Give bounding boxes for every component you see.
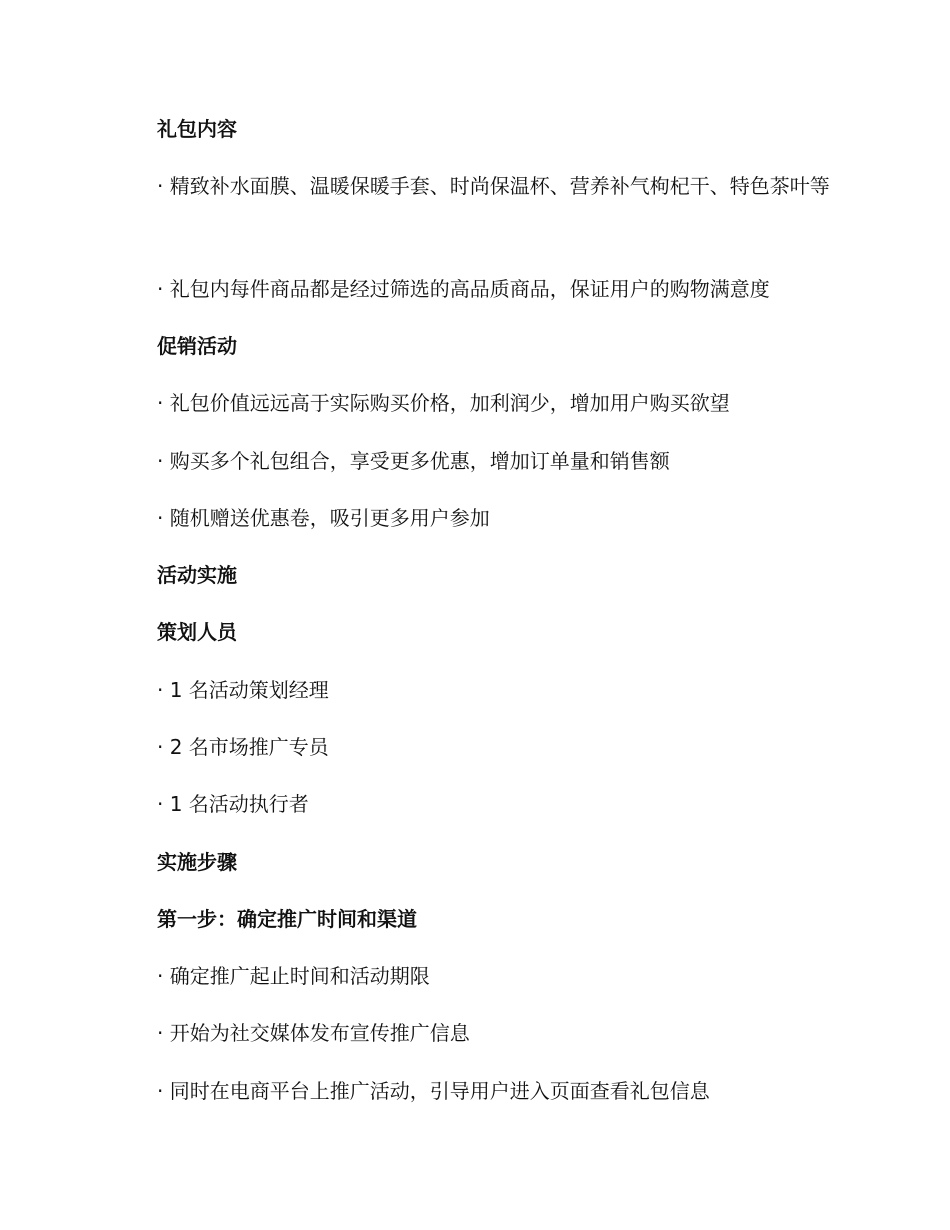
bullet-promotion-combo: · 购买多个礼包组合，享受更多优惠，增加订单量和销售额: [157, 449, 670, 473]
bullet-promotion-value: · 礼包价值远远高于实际购买价格，加利润少，增加用户购买欲望: [157, 391, 730, 415]
bullet-gift-quality: · 礼包内每件商品都是经过筛选的高品质商品，保证用户的购物满意度: [157, 277, 770, 301]
heading-planners: 策划人员: [157, 620, 237, 644]
heading-step-one: 第一步：确定推广时间和渠道: [157, 907, 417, 931]
bullet-gift-items: · 精致补水面膜、温暖保暖手套、时尚保温杯、营养补气枸杞干、特色茶叶等: [157, 174, 830, 198]
bullet-planner-manager: · 1 名活动策划经理: [157, 678, 329, 702]
heading-gift-content: 礼包内容: [157, 117, 237, 141]
heading-implementation: 活动实施: [157, 563, 237, 587]
bullet-step-social: · 开始为社交媒体发布宣传推广信息: [157, 1021, 470, 1045]
bullet-step-ecommerce: · 同时在电商平台上推广活动，引导用户进入页面查看礼包信息: [157, 1079, 710, 1103]
bullet-planner-marketing: · 2 名市场推广专员: [157, 735, 329, 759]
heading-promotion: 促销活动: [157, 334, 237, 358]
bullet-planner-executor: · 1 名活动执行者: [157, 792, 309, 816]
bullet-step-time: · 确定推广起止时间和活动期限: [157, 964, 430, 988]
heading-steps: 实施步骤: [157, 850, 237, 874]
bullet-promotion-coupon: · 随机赠送优惠卷，吸引更多用户参加: [157, 506, 490, 530]
